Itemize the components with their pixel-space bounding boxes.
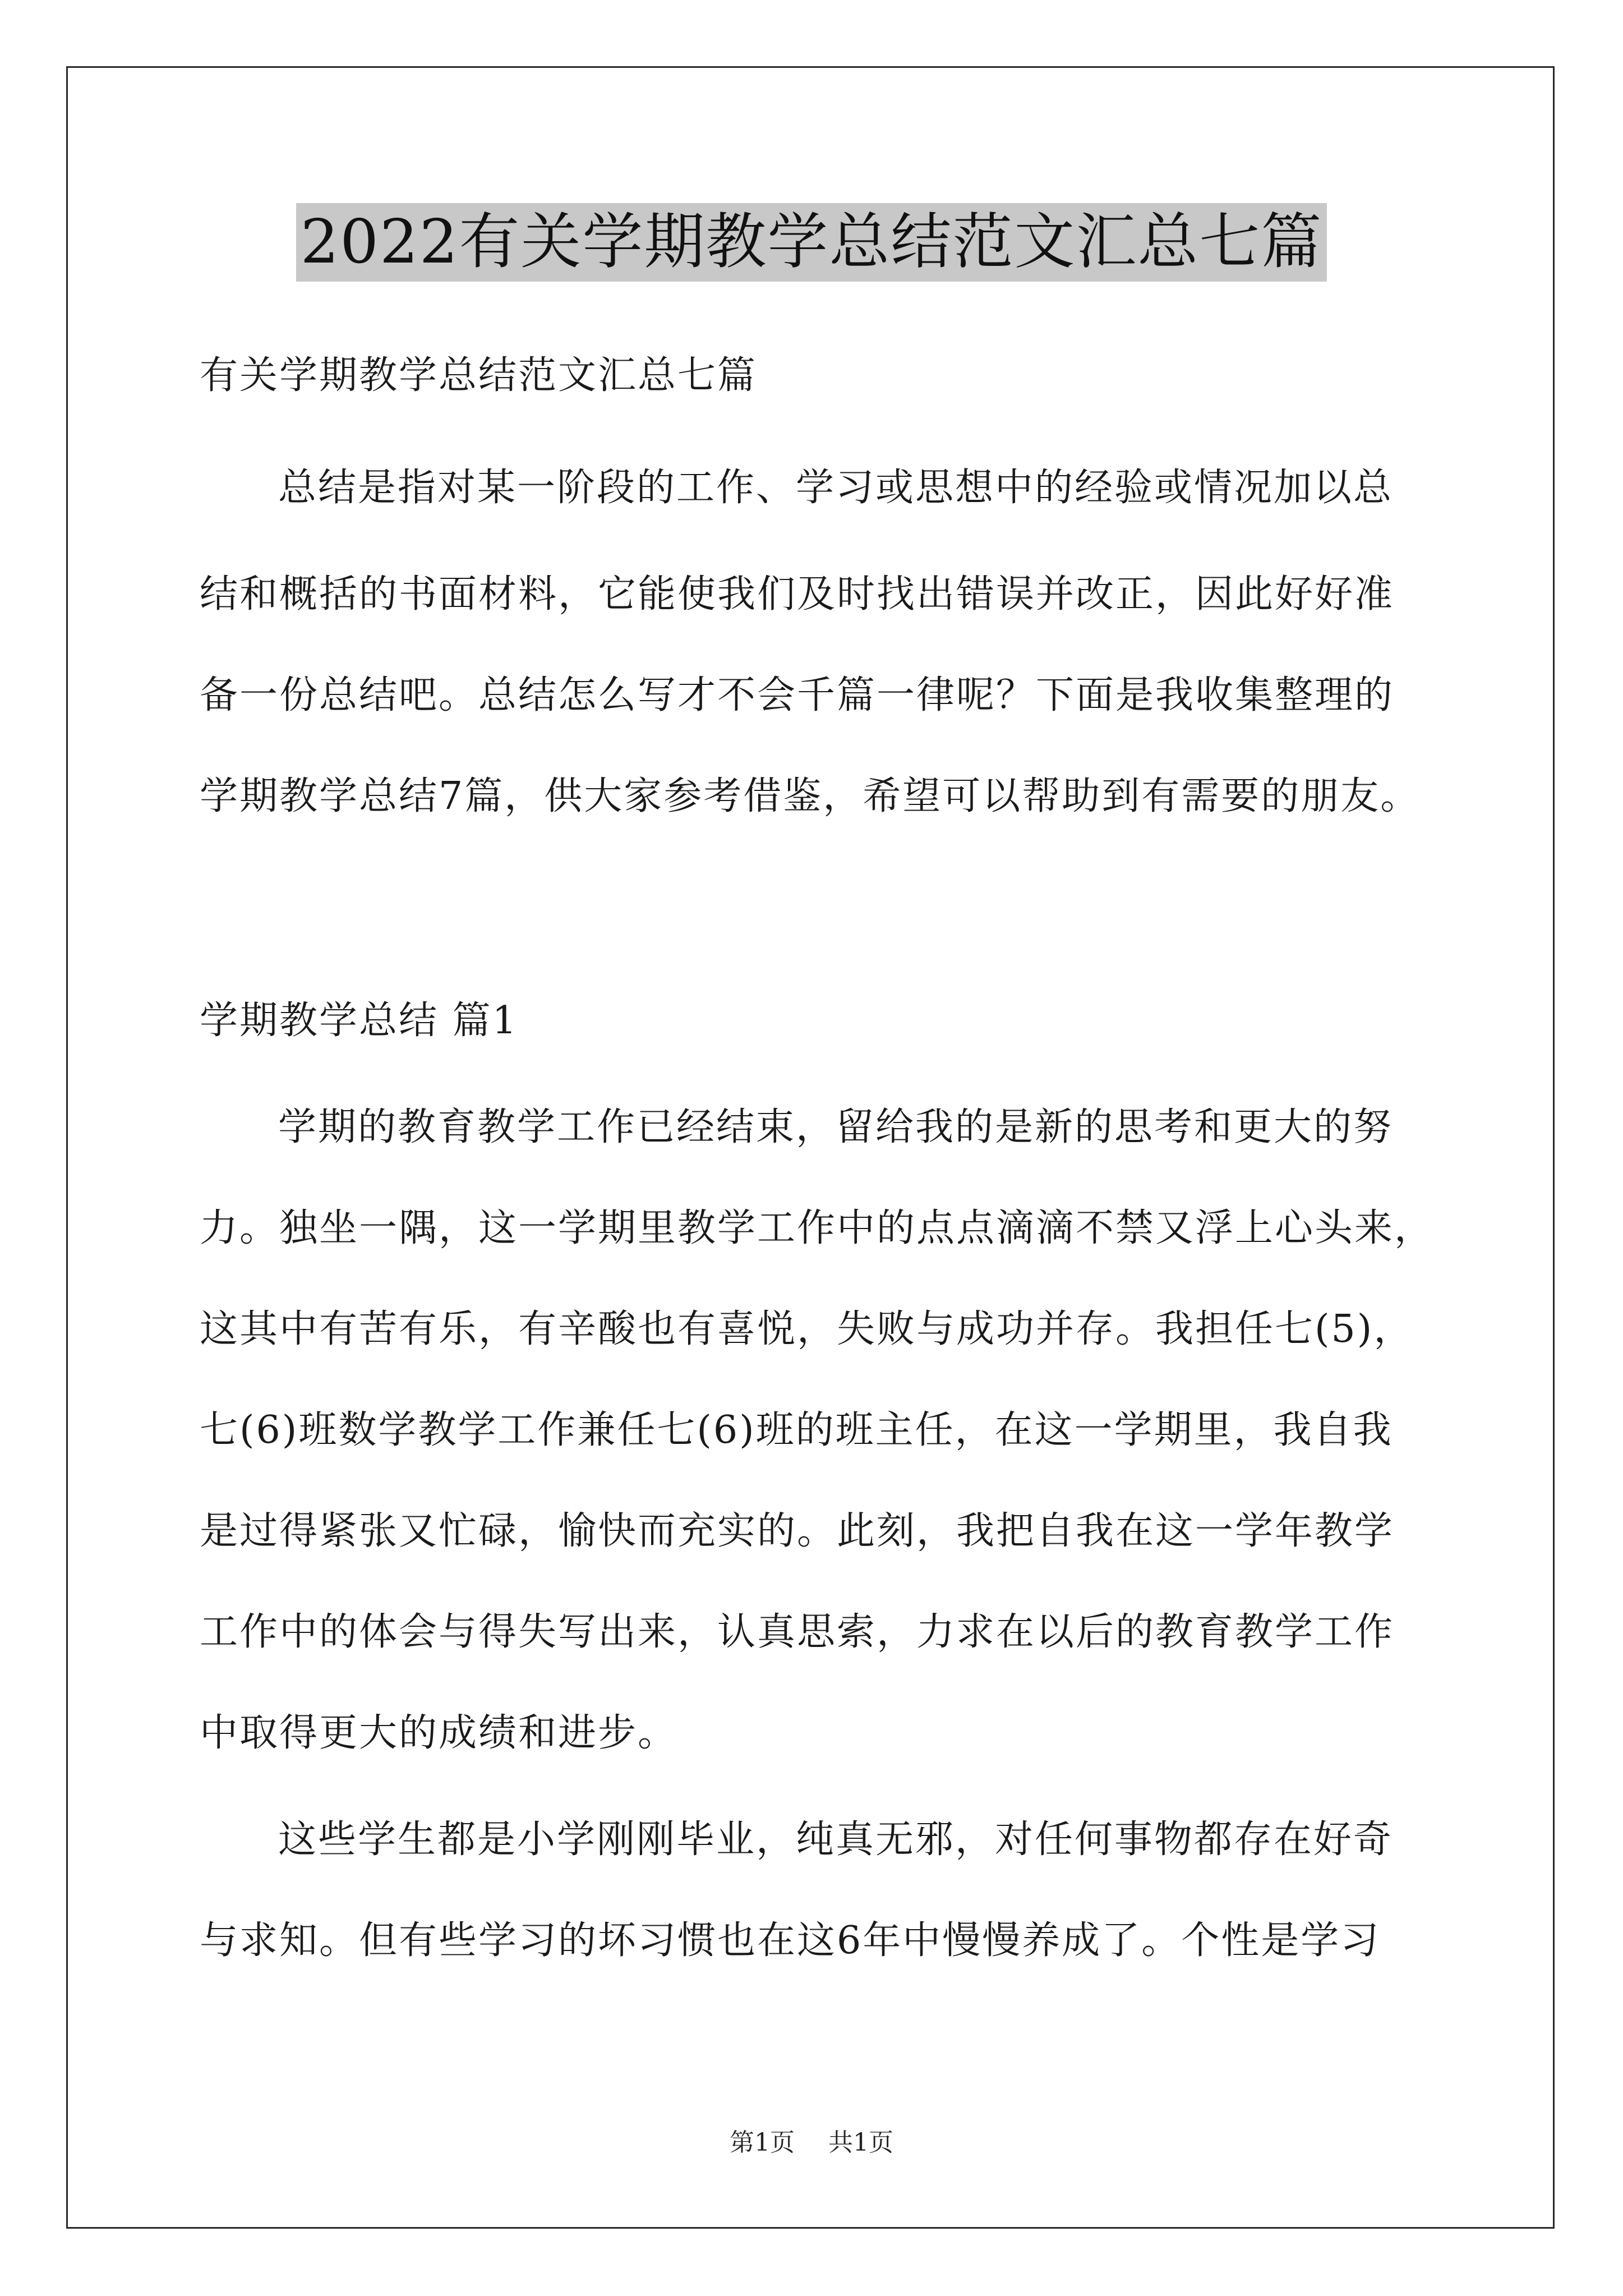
paragraph-line: 工作中的体会与得失写出来，认真思索，力求在以后的教育教学工作 bbox=[200, 1610, 1395, 1654]
section-heading: 学期教学总结 篇1 bbox=[200, 999, 518, 1043]
intro-line: 学期教学总结7篇，供大家参考借鉴，希望可以帮助到有需要的朋友。 bbox=[200, 774, 1421, 818]
intro-line: 备一份总结吧。总结怎么写才不会千篇一律呢？下面是我收集整理的 bbox=[200, 673, 1395, 717]
paragraph-line: 中取得更大的成绩和进步。 bbox=[200, 1711, 678, 1755]
paragraph-line: 学期的教育教学工作已经结束，留给我的是新的思考和更大的努 bbox=[278, 1105, 1394, 1149]
paragraph-line: 是过得紧张又忙碌，愉快而充实的。此刻，我把自我在这一学年教学 bbox=[200, 1509, 1395, 1553]
page-footer bbox=[0, 2126, 1623, 2160]
paragraph-line: 与求知。但有些学习的坏习惯也在这6年中慢慢养成了。个性是学习 bbox=[200, 1918, 1381, 1963]
title-container bbox=[0, 203, 1623, 282]
page-number: 第1页 bbox=[730, 2128, 795, 2157]
paragraph-line: 七(6)班数学教学工作兼任七(6)班的班主任，在这一学期里，我自我 bbox=[200, 1408, 1393, 1452]
page-total: 共1页 bbox=[828, 2128, 893, 2157]
paragraph-line: 这其中有苦有乐，有辛酸也有喜悦，失败与成功并存。我担任七(5)， bbox=[200, 1307, 1414, 1351]
document-title: 2022有关学期教学总结范文汇总七篇 bbox=[296, 203, 1327, 282]
paragraph-line: 力。独坐一隅，这一学期里教学工作中的点点滴滴不禁又浮上心头来， bbox=[200, 1206, 1435, 1250]
subtitle: 有关学期教学总结范文汇总七篇 bbox=[200, 353, 758, 398]
intro-line: 总结是指对某一阶段的工作、学习或思想中的经验或情况加以总 bbox=[278, 466, 1394, 510]
paragraph-line: 这些学生都是小学刚刚毕业，纯真无邪，对任何事物都存在好奇 bbox=[278, 1818, 1394, 1862]
intro-line: 结和概括的书面材料，它能使我们及时找出错误并改正，因此好好准 bbox=[200, 572, 1395, 616]
